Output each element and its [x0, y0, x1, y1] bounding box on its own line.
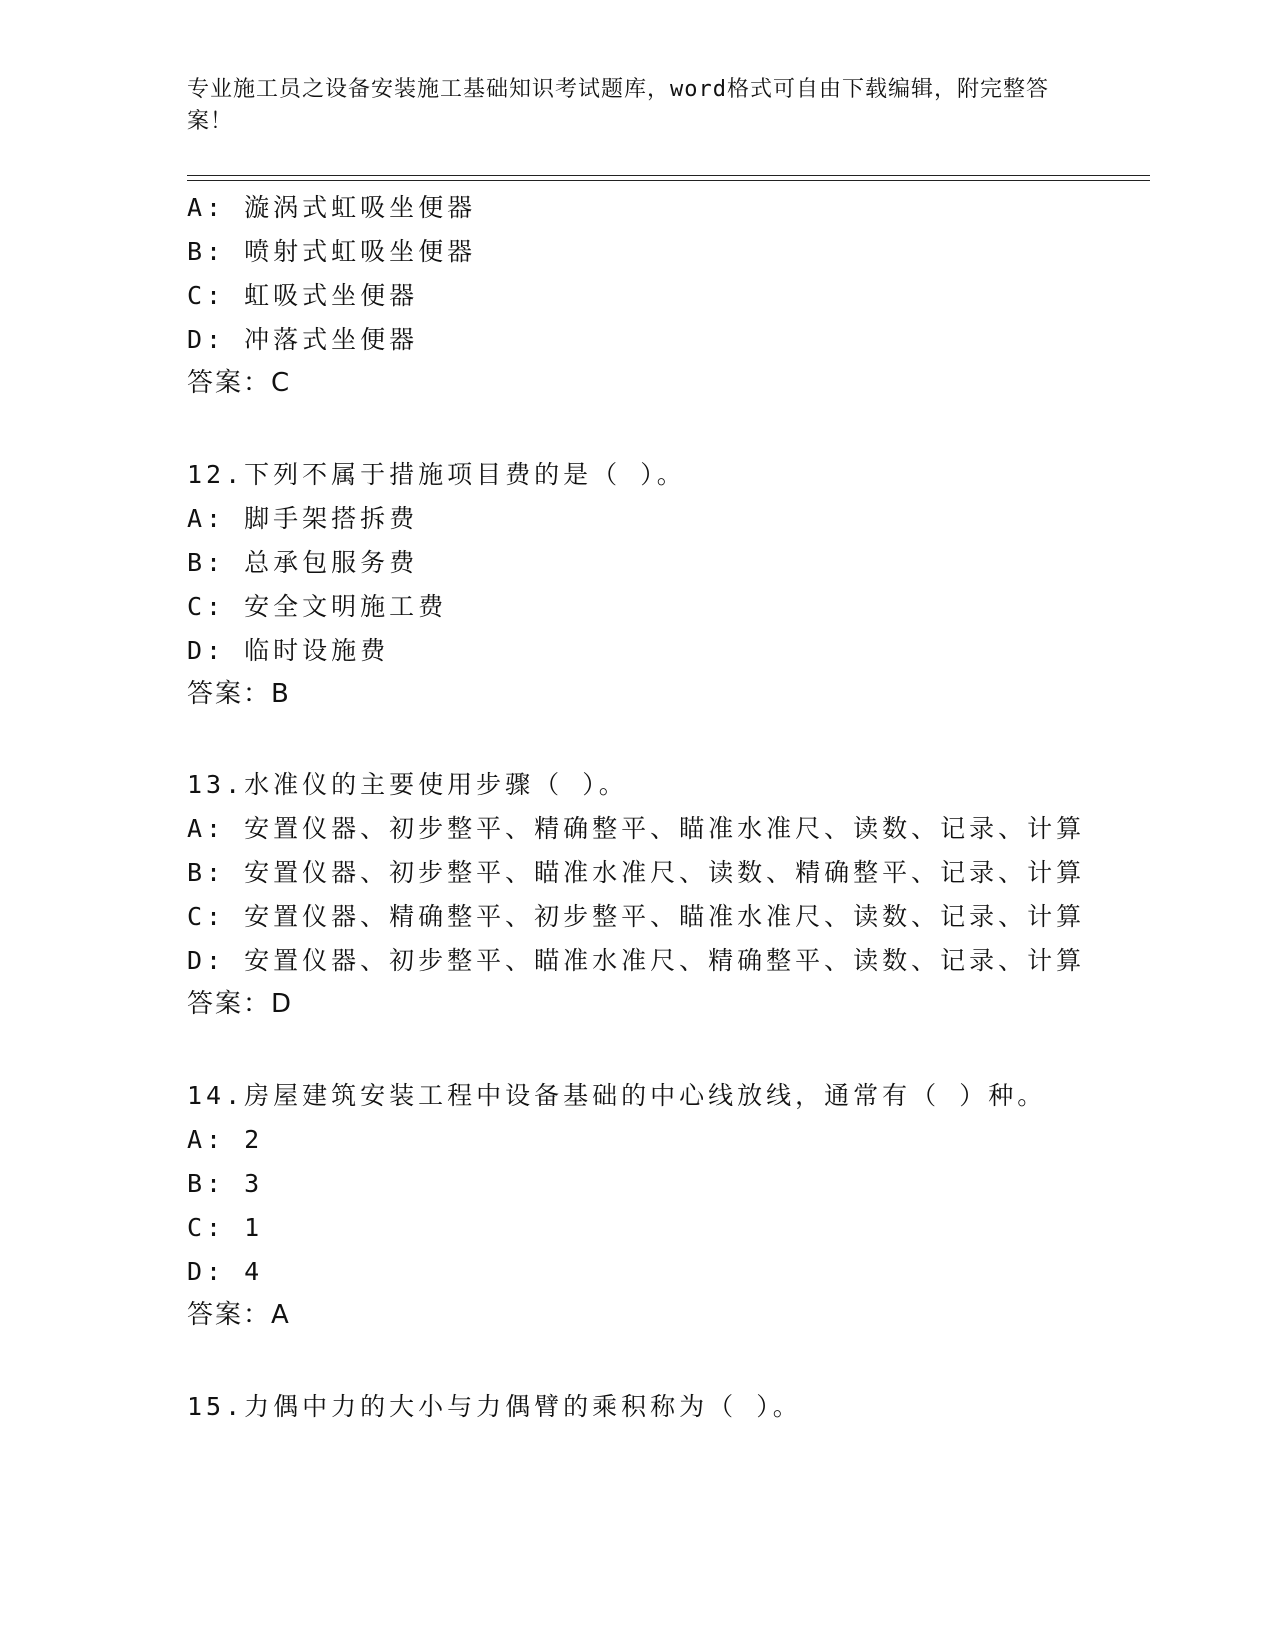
- header-divider-top: [187, 175, 1150, 176]
- q15-question: 15.力偶中力的大小与力偶臂的乘积称为（ ）。: [187, 1392, 802, 1421]
- q11-option-a: A: 漩涡式虹吸坐便器: [187, 193, 477, 222]
- q14-question: 14.房屋建筑安装工程中设备基础的中心线放线，通常有（ ）种。: [187, 1081, 1047, 1110]
- q14-answer: 答案：A: [187, 1300, 291, 1330]
- q11-option-d: D: 冲落式坐便器: [187, 325, 419, 354]
- q12-option-b: B: 总承包服务费: [187, 548, 419, 577]
- q14-option-a: A: 2: [187, 1125, 264, 1154]
- q13-option-d: D: 安置仪器、初步整平、瞄准水准尺、精确整平、读数、记录、计算: [187, 946, 1086, 975]
- q12-option-c: C: 安全文明施工费: [187, 592, 448, 621]
- q13-option-a: A: 安置仪器、初步整平、精确整平、瞄准水准尺、读数、记录、计算: [187, 814, 1086, 843]
- q11-answer: 答案：C: [187, 368, 292, 398]
- q11-option-b: B: 喷射式虹吸坐便器: [187, 237, 477, 266]
- header-divider-bottom: [187, 180, 1150, 181]
- q12-option-a: A: 脚手架搭拆费: [187, 504, 419, 533]
- q12-question: 12.下列不属于措施项目费的是（ ）。: [187, 460, 686, 489]
- document-header: 专业施工员之设备安装施工基础知识考试题库，word格式可自由下载编辑，附完整答案！: [187, 77, 1049, 134]
- q13-question: 13.水准仪的主要使用步骤（ ）。: [187, 770, 628, 799]
- q14-option-b: B: 3: [187, 1169, 264, 1198]
- q14-option-d: D: 4: [187, 1257, 264, 1286]
- q13-option-b: B: 安置仪器、初步整平、瞄准水准尺、读数、精确整平、记录、计算: [187, 858, 1086, 887]
- q12-option-d: D: 临时设施费: [187, 636, 390, 665]
- q13-option-c: C: 安置仪器、精确整平、初步整平、瞄准水准尺、读数、记录、计算: [187, 902, 1086, 931]
- q11-option-c: C: 虹吸式坐便器: [187, 281, 419, 310]
- q12-answer: 答案：B: [187, 679, 291, 709]
- q13-answer: 答案：D: [187, 989, 294, 1019]
- q14-option-c: C: 1: [187, 1213, 264, 1242]
